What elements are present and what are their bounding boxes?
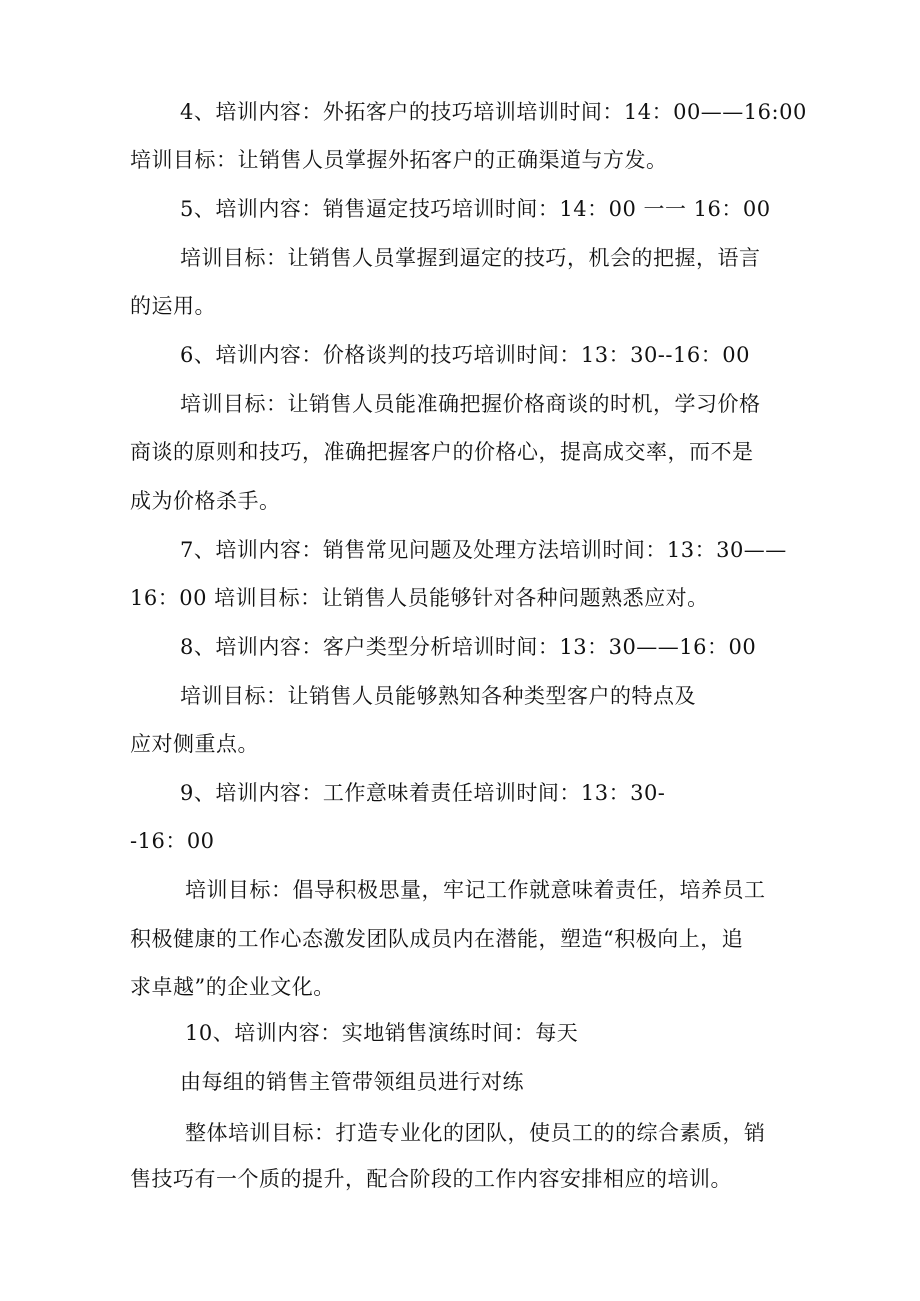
item-4-goal-line: 培训目标：让销售人员掌握外拓客户的正确渠道与方发。 — [130, 148, 668, 172]
item-6-content-line: 6、培训内容：价格谈判的技巧培训时间：13：30--16：00 — [180, 343, 750, 367]
item-8-goal-line-2: 应对侧重点。 — [130, 732, 259, 756]
item-6-goal-line-3: 成为价格杀手。 — [130, 489, 281, 513]
item-7-goal-line: 16：00 培训目标：让销售人员能够针对各种问题熟悉应对。 — [130, 586, 709, 610]
item-10-detail-line: 由每组的销售主管带领组员进行对练 — [180, 1070, 524, 1094]
item-9-goal-line-1: 培训目标：倡导积极思量，牢记工作就意味着责任，培养员工 — [185, 878, 766, 902]
overall-goal-line-1: 整体培训目标：打造专业化的团队，使员工的的综合素质，销 — [185, 1121, 766, 1145]
item-9-goal-line-2: 积极健康的工作心态激发团队成员内在潜能，塑造“积极向上，追 — [130, 927, 744, 951]
item-9-goal-line-3: 求卓越”的企业文化。 — [130, 975, 335, 999]
item-8-goal-line-1: 培训目标：让销售人员能够熟知各种类型客户的特点及 — [180, 684, 696, 708]
item-5-content-line: 5、培训内容：销售逼定技巧培训时间：14：00 一一 16：00 — [180, 197, 771, 221]
item-9-content-line-2: -16：00 — [130, 829, 215, 853]
item-5-goal-line-2: 的运用。 — [130, 294, 216, 318]
item-6-goal-line-1: 培训目标：让销售人员能准确把握价格商谈的时机，学习价格 — [180, 392, 761, 416]
item-9-content-line-1: 9、培训内容：工作意味着责任培训时间：13：30- — [180, 781, 666, 805]
item-6-goal-line-2: 商谈的原则和技巧，准确把握客户的价格心，提高成交率，而不是 — [130, 440, 754, 464]
overall-goal-line-2: 售技巧有一个质的提升，配合阶段的工作内容安排相应的培训。 — [130, 1167, 732, 1191]
item-7-content-line: 7、培训内容：销售常见问题及处理方法培训时间：13：30—— — [180, 538, 787, 562]
item-8-content-line: 8、培训内容：客户类型分析培训时间：13：30——16：00 — [180, 635, 757, 659]
item-4-content-line: 4、培训内容：外拓客户的技巧培训培训时间：14：00——16:00 — [180, 100, 807, 124]
item-10-content-line: 10、培训内容：实地销售演练时间：每天 — [185, 1021, 579, 1045]
item-5-goal-line-1: 培训目标：让销售人员掌握到逼定的技巧，机会的把握，语言 — [180, 246, 761, 270]
